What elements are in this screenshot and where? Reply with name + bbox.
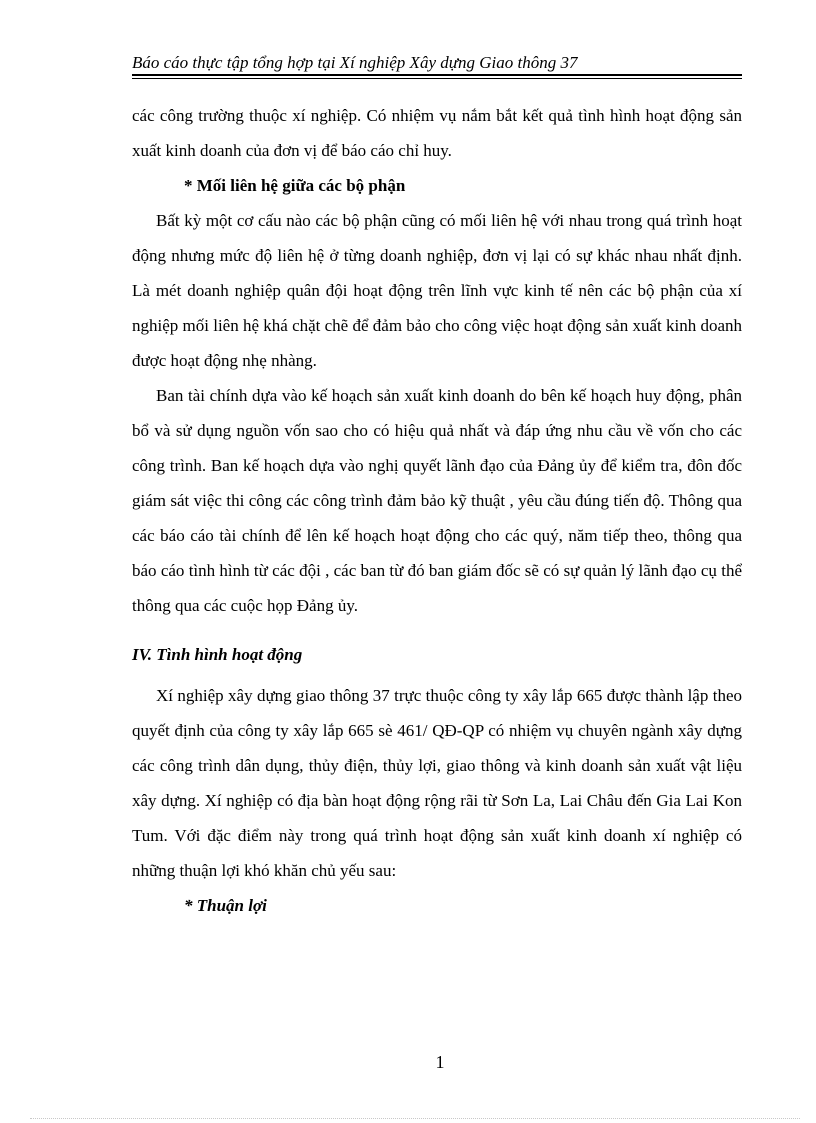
page-bottom-border bbox=[30, 1118, 800, 1119]
heading-advantages: * Thuận lợi bbox=[184, 896, 267, 915]
paragraph-section-iv: Xí nghiệp xây dựng giao thông 37 trực thuộc công ty xây lắp 665 được thành lập theo quyết định của công ty xây lắp 665 sè 461/ QĐ-QP có nhiệm vụ chuyên ngành xây dựng các công trình dân dụng, thủy điện, thủy lợi, giao thông và kinh doanh sản xuất vật liệu xây dựng. Xí nghiệp có địa bàn hoạt động rộng rãi từ Sơn La, Lai Châu đến Gia Lai Kon Tum. Với đặc điểm này trong quá trình hoạt động sản xuất kinh doanh xí nghiệp có những thuận lợi khó khăn chủ yếu sau: bbox=[132, 686, 742, 880]
heading-section-iv: IV. Tình hình hoạt động bbox=[132, 645, 303, 664]
header-rule-thin bbox=[132, 78, 742, 79]
document-body bbox=[132, 98, 742, 923]
paragraph-relations-1: Bất kỳ một cơ cấu nào các bộ phận cũng có mối liên hệ với nhau trong quá trình hoạt động nhưng mức độ liên hệ ở từng doanh nghiệp, đơn vị lại có sự khác nhau nhất định. Là mét doanh nghiệp quân đội hoạt động trên lĩnh vực kinh tế nên các bộ phận của xí nghiệp mối liên hệ khá chặt chẽ để đảm bảo cho công việc hoạt động sản xuất kinh doanh được hoạt động nhẹ nhàng. bbox=[132, 211, 742, 370]
page-number: 1 bbox=[435, 1052, 445, 1072]
paragraph-relations-2: Ban tài chính dựa vào kế hoạch sản xuất kinh doanh do bên kế hoạch huy động, phân bổ và sử dụng nguồn vốn sao cho có hiệu quả nhất và đáp ứng nhu cầu về vốn cho các công trình. Ban kế hoạch dựa vào nghị quyết lãnh đạo của Đảng ủy để kiểm tra, đôn đốc giám sát việc thi công các công trình đảm bảo kỹ thuật , yêu cầu đúng tiến độ. Thông qua các báo cáo tài chính để lên kế hoạch hoạt động cho các quý, năm tiếp theo, thông qua báo cáo tình hình từ các đội , các ban từ đó ban giám đốc sẽ có sự quản lý lãnh đạo cụ thể thông qua các cuộc họp Đảng ủy. bbox=[132, 386, 742, 615]
paragraph-intro: các công trường thuộc xí nghiệp. Có nhiệm vụ nắm bắt kết quả tình hình hoạt động sản xuất kinh doanh của đơn vị để báo cáo chỉ huy. bbox=[132, 106, 742, 160]
page-header: Báo cáo thực tập tổng hợp tại Xí nghiệp Xây dựng Giao thông 37 bbox=[132, 53, 578, 72]
header-rule-thick bbox=[132, 74, 742, 76]
heading-relations: * Mối liên hệ giữa các bộ phận bbox=[184, 176, 406, 195]
